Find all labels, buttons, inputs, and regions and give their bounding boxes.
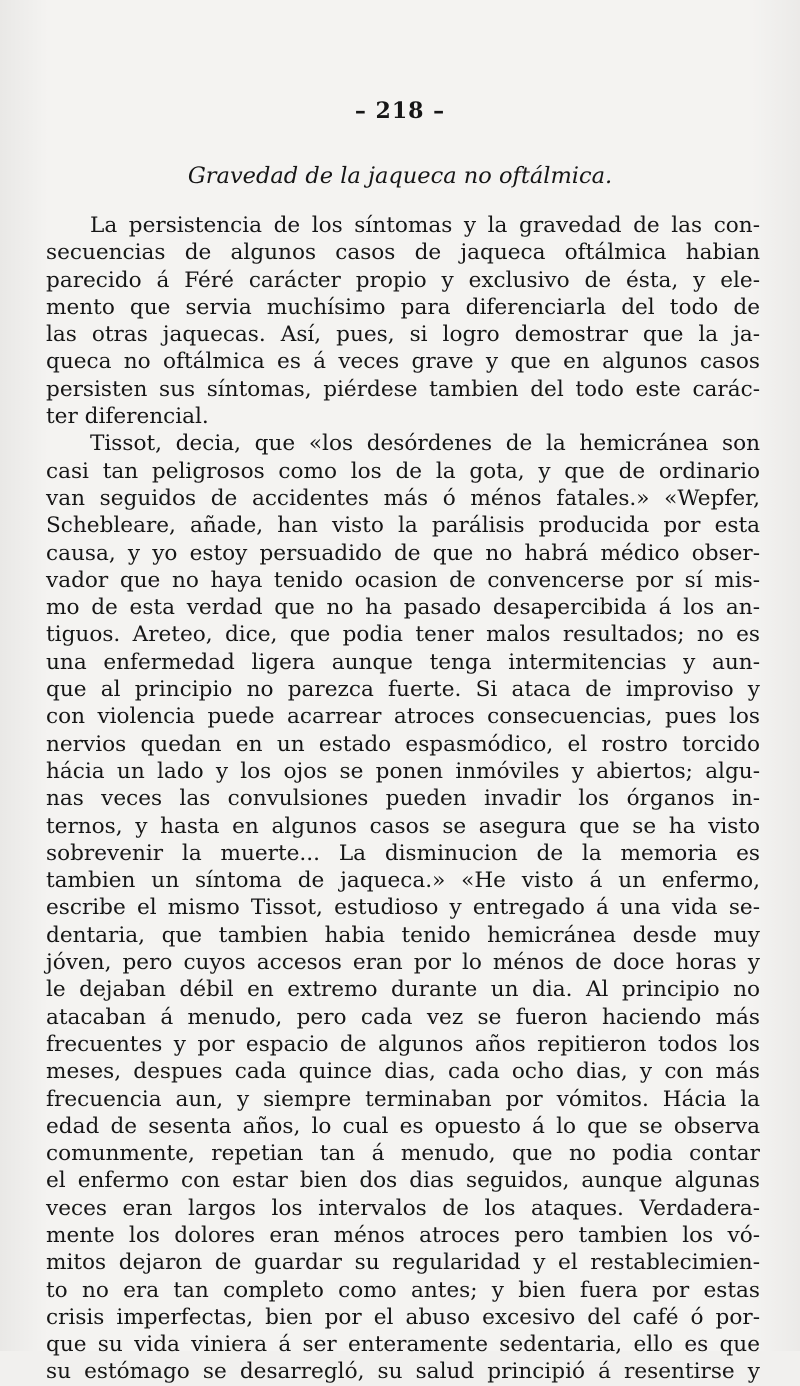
text-line: sobrevenir la muerte... La disminucion de la memoria es xyxy=(46,840,760,866)
text-line: La persistencia de los síntomas y la gravedad de las con- xyxy=(90,213,760,238)
text-line: nervios quedan en un estado espasmódico, el rostro torcido xyxy=(46,731,760,757)
text-line: dentaria, que tambien habia tenido hemicránea desde muy xyxy=(46,922,760,948)
body-text xyxy=(46,212,760,1386)
text-line: que al principio no parezca fuerte. Si ataca de improviso y xyxy=(46,677,760,703)
text-line: causa, y yo estoy persuadido de que no habrá médico obser- xyxy=(46,540,760,566)
text-line: atacaban á menudo, pero cada vez se fueron haciendo más xyxy=(46,1004,760,1030)
text-line: meses, despues cada quince dias, cada ocho dias, y con más xyxy=(46,1059,760,1085)
text-line: tambien un síntoma de jaqueca.» «He visto á un enfermo, xyxy=(46,868,760,894)
text-line: ter diferencial. xyxy=(46,404,209,430)
text-line: una enfermedad ligera aunque tenga intermitencias y aun- xyxy=(46,649,760,675)
text-line: crisis imperfectas, bien por el abuso excesivo del café ó por- xyxy=(46,1304,760,1330)
text-line: van seguidos de accidentes más ó ménos fatales.» «Wepfer, xyxy=(46,485,760,511)
text-line: con violencia puede acarrear atroces consecuencias, pues los xyxy=(46,704,760,730)
text-line: casi tan peligrosos como los de la gota, y que de ordinario xyxy=(46,458,760,484)
text-line: escribe el mismo Tissot, estudioso y entregado á una vida se- xyxy=(46,895,760,921)
text-line: mento que servia muchísimo para diferenciarla del todo de xyxy=(46,294,760,320)
text-line: mo de esta verdad que no ha pasado desapercibida á los an- xyxy=(46,595,760,621)
text-line: to no era tan completo como antes; y bien fuera por estas xyxy=(46,1277,760,1303)
text-line: secuencias de algunos casos de jaqueca oftálmica habian xyxy=(46,240,760,266)
text-line: Tissot, decia, que «los desórdenes de la hemicránea son xyxy=(90,431,760,457)
text-line: parecido á Féré carácter propio y exclusivo de ésta, y ele- xyxy=(46,267,760,293)
text-line: ternos, y hasta en algunos casos se asegura que se ha visto xyxy=(46,813,760,839)
text-line: su estómago se desarregló, su salud principió á resentirse y xyxy=(46,1359,760,1385)
text-line: veces eran largos los intervalos de los ataques. Verdadera- xyxy=(46,1195,760,1221)
text-line: frecuentes y por espacio de algunos años repitieron todos los xyxy=(46,1031,760,1057)
text-line: mitos dejaron de guardar su regularidad y el restablecimien- xyxy=(46,1250,760,1276)
text-line: edad de sesenta años, lo cual es opuesto á lo que se observa xyxy=(46,1113,760,1139)
text-line: hácia un lado y los ojos se ponen inmóviles y abiertos; algu- xyxy=(46,758,760,784)
text-line: que su vida viniera á ser enteramente sedentaria, ello es que xyxy=(46,1332,760,1358)
page-number: – 218 – xyxy=(354,98,446,124)
text-line: Schebleare, añade, han visto la parálisis producida por esta xyxy=(46,513,760,539)
text-line: frecuencia aun, y siempre terminaban por vómitos. Hácia la xyxy=(46,1086,760,1112)
section-heading: Gravedad de la jaqueca no oftálmica. xyxy=(187,163,613,189)
text-line: el enfermo con estar bien dos dias seguidos, aunque algunas xyxy=(46,1168,760,1194)
text-line: jóven, pero cuyos accesos eran por lo ménos de doce horas y xyxy=(46,950,760,976)
text-line: vador que no haya tenido ocasion de convencerse por sí mis- xyxy=(46,567,760,593)
text-line: las otras jaquecas. Así, pues, si logro demostrar que la ja- xyxy=(46,322,760,348)
text-line: mente los dolores eran ménos atroces pero tambien los vó- xyxy=(46,1222,760,1248)
text-line: comunmente, repetian tan á menudo, que no podia contar xyxy=(46,1141,760,1167)
text-line: tiguos. Areteo, dice, que podia tener malos resultados; no es xyxy=(46,622,760,648)
text-line: le dejaban débil en extremo durante un dia. Al principio no xyxy=(46,977,760,1003)
text-line: nas veces las convulsiones pueden invadir los órganos in- xyxy=(46,786,760,812)
text-line: persisten sus síntomas, piérdese tambien del todo este carác- xyxy=(46,376,760,402)
text-line: queca no oftálmica es á veces grave y que en algunos casos xyxy=(46,349,760,375)
